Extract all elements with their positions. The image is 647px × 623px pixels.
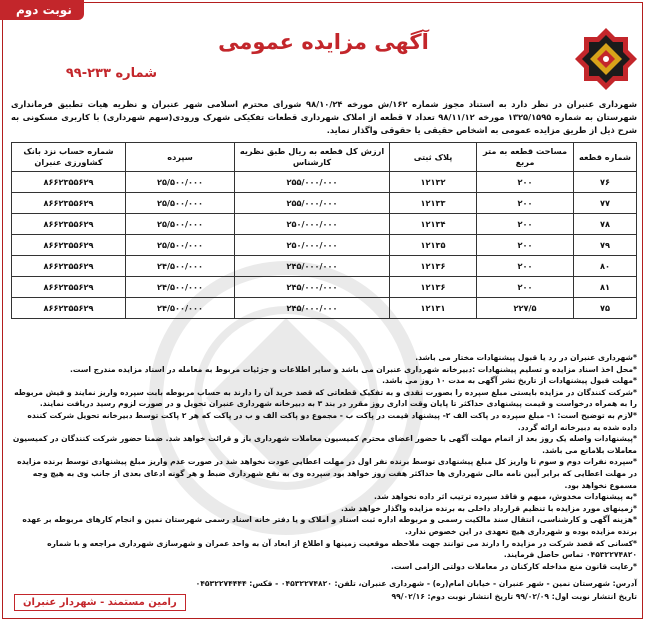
col-area: مساحت قطعه به متر مربع (477, 143, 574, 172)
list-item: *شرکت کنندگان در مزایده بایستی مبلغ سپرده را بصورت نقدی و به تفکیک قطعاتی که قصد خرید آن را دارند به حساب مربوطه بابت سپرده واریز نمایند و فیش مربوطه را به همراه درخواست و قیمت پیشنهادی حداکثر تا پایان وقت اداری روز مقرر در بند ۳ به دبیرخانه شهرداری عنبران تحویل و در صورت لزوم رسید دریافت نمایند. (14, 387, 637, 409)
list-item: *هزینه آگهی و کارشناسی، انتقال سند مالکیت رسمی و مربوطه اداره ثبت اسناد و املاک و یا دفتر خانه اسناد رسمی شهرستان نمین و انجام کارهای مربوطه بر عهده برنده مزایده بوده و شهرداری هیچ تعهدی در این خصوص ندارد. (22, 515, 637, 536)
col-parcel-number: شماره قطعه (574, 143, 637, 172)
cell-deposit: ۲۵/۵۰۰/۰۰۰ (126, 214, 235, 235)
cell-value: ۲۵۵/۰۰۰/۰۰۰ (235, 193, 390, 214)
table-row (12, 172, 637, 193)
cell-deposit: ۲۵/۵۰۰/۰۰۰ (126, 235, 235, 256)
list-item: *به پیشنهادات مخدوش، مبهم و فاقد سپرده ترتیب اثر داده نخواهد شد. (374, 492, 637, 502)
list-item: *لازم به توضیح است: ۱- مبلغ سپرده در پاکت الف ۲- پیشنهاد قیمت در پاکت ب - مجموع دو پاکت الف و ب در پاکت که هر ۲ پاکت توسط دبیرخانه تحویل شرکت کننده داده شده به دبیرخانه ارائه گردد. (27, 410, 637, 432)
cell-area: ۲۰۰ (477, 256, 574, 277)
cell-area: ۲۰۰ (477, 214, 574, 235)
table-row (12, 214, 637, 235)
cell-deposit: ۲۴/۵۰۰/۰۰۰ (126, 256, 235, 277)
auction-number: شماره ۲۳۳-۹۹ (65, 66, 157, 81)
cell-plate: ۱۲۱۳۱ (390, 298, 477, 319)
col-registration-plate: پلاک ثبتی (390, 143, 477, 172)
cell-account: ۸۶۶۲۳۵۵۶۲۹ (12, 256, 126, 277)
cell-parcel-number: ۷۵ (574, 298, 637, 319)
table-row (12, 235, 637, 256)
cell-parcel-number: ۸۱ (574, 277, 637, 298)
list-item: *کسانی که قصد شرکت در مزایده را دارند می توانند جهت ملاحظه موقعیت زمینها و اطلاع از ابعاد آن به واحد عمران و شهرسازی شهرداری مراجعه و با شماره ۰۴۵۳۲۲۷۴۸۲۰ تماس حاصل فرمایند. (47, 538, 637, 560)
cell-parcel-number: ۷۹ (574, 235, 637, 256)
conditions-list (11, 352, 637, 572)
cell-plate: ۱۲۱۳۵ (390, 235, 477, 256)
page-title: آگهی مزایده عمومی (218, 30, 429, 54)
intro-paragraph: شهرداری عنبران در نظر دارد به استناد مجوز شماره ۱۶۲/ش مورخه ۹۸/۱۰/۲۴ شورای محترم اسلامی شهر عنبران و نظریه هیات تطبیق فرمانداری شهرستان به شماره ۱۳۲۵/۱۵۹۵ مورخه ۹۸/۱۱/۱۲ تعداد ۷ قطعه از املاک شهرداری قطعات تفکیکی شهرک ورودی(سهم شهرداری) با کاربری مسکونی به شرح ذیل از طریق مزایده عمومی به اشخاص حقیقی یا حقوقی واگذار نماید. (11, 99, 637, 135)
list-item: *رعایت قانون منع مداخله کارکنان در معاملات دولتی الزامی است. (391, 561, 637, 571)
cell-account: ۸۶۶۲۳۵۵۶۲۹ (12, 298, 126, 319)
cell-account: ۸۶۶۲۳۵۵۶۲۹ (12, 172, 126, 193)
list-item: *زمینهای مورد مزایده با تنظیم قرارداد داخلی به برنده مزایده واگذار خواهد شد. (340, 503, 637, 513)
col-total-value: ارزش کل قطعه به ریال طبق نظریه کارشناس (235, 143, 390, 172)
table-row (12, 298, 637, 319)
cell-parcel-number: ۷۶ (574, 172, 637, 193)
parcels-table (11, 142, 637, 319)
cell-area: ۲۰۰ (477, 193, 574, 214)
cell-plate: ۱۲۱۳۶ (390, 256, 477, 277)
cell-value: ۲۴۵/۰۰۰/۰۰۰ (235, 256, 390, 277)
cell-account: ۸۶۶۲۳۵۵۶۲۹ (12, 193, 126, 214)
cell-plate: ۱۲۱۳۶ (390, 277, 477, 298)
table-header-row (12, 143, 637, 172)
cell-plate: ۱۲۱۳۴ (390, 214, 477, 235)
cell-value: ۲۴۵/۰۰۰/۰۰۰ (235, 277, 390, 298)
cell-deposit: ۲۴/۵۰۰/۰۰۰ (126, 277, 235, 298)
cell-area: ۲۰۰ (477, 235, 574, 256)
list-item: *مهلت قبول پیشنهادات از تاریخ نشر آگهی به مدت ۱۰ روز می باشد. (382, 376, 637, 386)
cell-value: ۲۵۰/۰۰۰/۰۰۰ (235, 235, 390, 256)
list-item: *شهرداری عنبران در رد یا قبول پیشنهادات مختار می باشد. (415, 353, 637, 362)
list-item: *سپرده نفرات دوم و سوم تا واریز کل مبلغ پیشنهادی توسط برنده نفر اول در مهلت اعطایی عودت نخواهد شد در صورت عدم واریز مبلغ پیشنهادی توسط برنده مزایده در مهلت اعطایی که برابر آیین نامه مالی شهرداری ها حداکثر هفت روز خواهد بود سپرده وی به نفع شهرداری ضبط و هر گونه ادعای بعدی از جانب وی به هیچ وجه مسموع نخواهد بود. (17, 457, 637, 490)
contact-address: آدرس: شهرستان نمین - شهر عنبران - خیابان امام(ره) - شهرداری عنبران، تلفن: ۰۴۵۳۲۲۷۴۸۲۰ - فکس: ۰۴۵۳۲۲۷۴۴۴۴ (195, 579, 637, 588)
round-badge: نوبت دوم (0, 0, 84, 20)
cell-area: ۲۰۰ (477, 172, 574, 193)
cell-area: ۲۰۰ (477, 277, 574, 298)
cell-account: ۸۶۶۲۳۵۵۶۲۹ (12, 214, 126, 235)
cell-deposit: ۲۵/۵۰۰/۰۰۰ (126, 172, 235, 193)
cell-parcel-number: ۷۷ (574, 193, 637, 214)
cell-deposit: ۲۴/۵۰۰/۰۰۰ (126, 298, 235, 319)
cell-parcel-number: ۸۰ (574, 256, 637, 277)
cell-account: ۸۶۶۲۳۵۵۶۲۹ (12, 235, 126, 256)
cell-value: ۲۵۵/۰۰۰/۰۰۰ (235, 172, 390, 193)
cell-area: ۲۲۷/۵ (477, 298, 574, 319)
cell-deposit: ۲۵/۵۰۰/۰۰۰ (126, 193, 235, 214)
table-row (12, 277, 637, 298)
cell-plate: ۱۲۱۳۳ (390, 193, 477, 214)
cell-plate: ۱۲۱۳۲ (390, 172, 477, 193)
cell-value: ۲۵۰/۰۰۰/۰۰۰ (235, 214, 390, 235)
table-row (12, 193, 637, 214)
table-row (12, 256, 637, 277)
list-item: *محل اخذ اسناد مزایده و تسلیم پیشنهادات :دبیرخانه شهرداری عنبران می باشد و سایر اطلاعات و جزئیات مربوط به معامله در اسناد مزایده مندرج است. (69, 364, 637, 374)
mayor-signature: رامین مستمند - شهردار عنبران (14, 594, 186, 611)
col-deposit: سپرده (126, 143, 235, 172)
publish-dates: تاریخ انتشار نوبت اول: ۹۹/۰۲/۰۹ تاریخ انتشار نوبت دوم: ۹۹/۰۲/۱۶ (391, 592, 637, 601)
cell-account: ۸۶۶۲۳۵۵۶۲۹ (12, 277, 126, 298)
list-item: *پیشنهادات واصله یک روز بعد از اتمام مهلت آگهی با حضور اعضای محترم کمیسیون معاملات شهرداری باز و قرائت خواهد شد. ضمنا حضور شرکت کنندگان در کمیسیون معاملات بلامانع می باشد. (12, 434, 637, 455)
cell-value: ۲۴۵/۰۰۰/۰۰۰ (235, 298, 390, 319)
col-bank-account: شماره حساب نزد بانک کشاورزی عنبران (12, 143, 126, 172)
cell-parcel-number: ۷۸ (574, 214, 637, 235)
